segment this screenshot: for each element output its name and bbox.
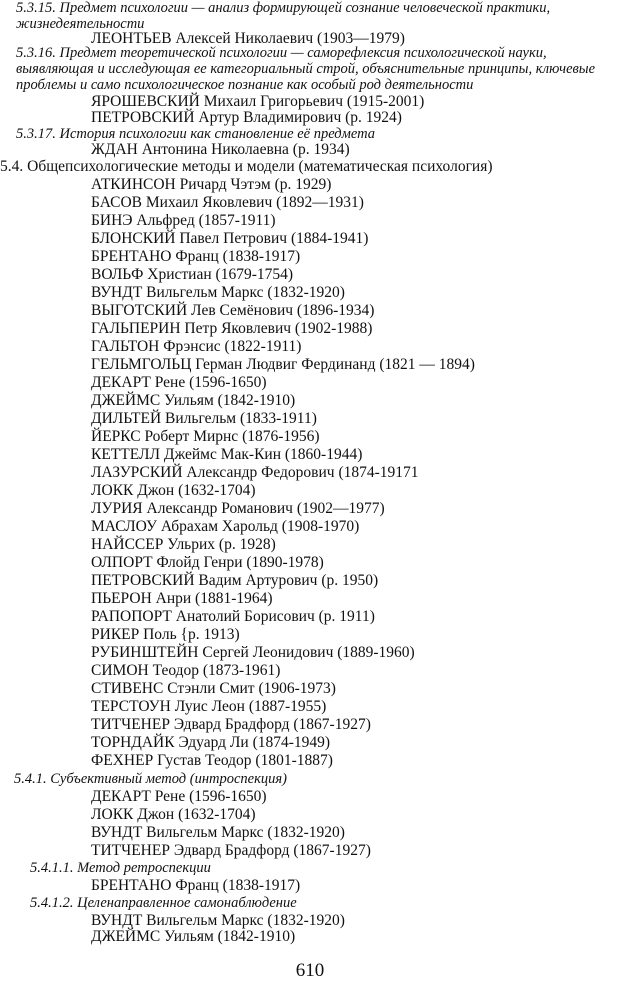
name-entry: КЕТТЕЛЛ Джеймс Мак-Кин (1860-1944) — [91, 446, 363, 463]
name-entry: АТКИНСОН Ричард Чэтэм (р. 1929) — [91, 176, 332, 193]
name-entry: ВОЛЬФ Христиан (1679-1754) — [91, 266, 294, 283]
name-entry: БЛОНСКИЙ Павел Петрович (1884-1941) — [91, 230, 369, 247]
name-entry: ОЛПОРТ Флойд Генри (1890-1978) — [91, 554, 324, 571]
name-entry: МАСЛОУ Абрахам Харольд (1908-1970) — [91, 518, 360, 535]
name-entry: ТИТЧЕНЕР Эдвард Брадфорд (1867-1927) — [91, 716, 371, 733]
name-entry: БРЕНТАНО Франц (1838-1917) — [91, 248, 301, 265]
name-entry: РАПОПОРТ Анатолий Борисович (р. 1911) — [91, 608, 375, 625]
name-entry: ПЕТРОВСКИЙ Вадим Артурович (р. 1950) — [91, 572, 379, 589]
name-entry: ЛОКК Джон (1632-1704) — [91, 806, 256, 823]
name-entry: РИКЕР Поль {р. 1913) — [91, 626, 240, 643]
name-entry: ТОРНДАЙК Эдуард Ли (1874-1949) — [91, 734, 331, 751]
page-number: 610 — [295, 960, 325, 981]
section-heading: 5.3.16. Предмет теоретической психологии — саморефлексия психологической науки, выявляющая и исследующая ее категориальный строй, объяснительные принципы, ключевые проблемы и само психологическое познание как особый род деятельности — [16, 45, 596, 93]
name-entry: ЛУРИЯ Александр Романович (1902—1977) — [91, 500, 385, 517]
name-entry: ЖДАН Антонина Николаевна (р. 1934) — [91, 141, 350, 158]
name-entry: НАЙССЕР Ульрих (р. 1928) — [91, 536, 276, 553]
name-entry: ДЕКАРТ Рене (1596-1650) — [91, 788, 267, 805]
name-entry: ДЕКАРТ Рене (1596-1650) — [91, 374, 267, 391]
section-heading: 5.3.15. Предмет психологии — анализ формирующей сознание человеческой практики, жизнедеятельности — [16, 0, 551, 32]
name-entry: ЛАЗУРСКИЙ Александр Федорович (1874-19171 — [91, 464, 419, 481]
section-heading: 5.4.1. Субъективный метод (интроспекция) — [14, 771, 287, 787]
name-entry: ВУНДТ Вильгельм Маркс (1832-1920) — [91, 912, 345, 929]
name-entry: ГАЛЬПЕРИН Петр Яковлевич (1902-1988) — [91, 320, 373, 337]
section-heading: 5.4.1.2. Целенаправленное самонаблюдение — [30, 895, 297, 911]
name-entry: ПЕТРОВСКИЙ Артур Владимирович (р. 1924) — [91, 109, 402, 126]
name-entry: БРЕНТАНО Франц (1838-1917) — [91, 877, 301, 894]
name-entry: ВУНДТ Вильгельм Маркс (1832-1920) — [91, 824, 345, 841]
name-entry: ДЖЕЙМС Уильям (1842-1910) — [91, 928, 296, 945]
section-heading: 5.4. Общепсихологические методы и модели (математическая психология) — [0, 158, 493, 175]
name-entry: БАСОВ Михаил Яковлевич (1892—1931) — [91, 194, 364, 211]
name-entry: СТИВЕНС Стэнли Смит (1906-1973) — [91, 680, 336, 697]
name-entry: РУБИНШТЕЙН Сергей Леонидович (1889-1960) — [91, 644, 415, 661]
name-entry: ПЬЕРОН Анри (1881-1964) — [91, 590, 273, 607]
name-entry: ЛЕОНТЬЕВ Алексей Николаевич (1903—1979) — [91, 30, 405, 47]
name-entry: ТЕРСТОУН Луис Леон (1887-1955) — [91, 698, 327, 715]
name-entry: ГАЛЬТОН Фрэнсис (1822-1911) — [91, 338, 302, 355]
name-entry: ЙЕРКС Роберт Мирнс (1876-1956) — [91, 428, 320, 445]
name-entry: ФЕХНЕР Густав Теодор (1801-1887) — [91, 752, 333, 769]
name-entry: БИНЭ Альфред (1857-1911) — [91, 212, 276, 229]
name-entry: ДИЛЬТЕЙ Вильгельм (1833-1911) — [91, 410, 317, 427]
name-entry: ВУНДТ Вильгельм Маркс (1832-1920) — [91, 284, 345, 301]
section-heading: 5.3.17. История психологии как становление её предмета — [16, 126, 376, 142]
name-entry: ВЫГОТСКИЙ Лев Семёнович (1896-1934) — [91, 302, 375, 319]
name-entry: ЛОКК Джон (1632-1704) — [91, 482, 256, 499]
name-entry: СИМОН Теодор (1873-1961) — [91, 662, 281, 679]
name-entry: ТИТЧЕНЕР Эдвард Брадфорд (1867-1927) — [91, 842, 371, 859]
name-entry: ЯРОШЕВСКИЙ Михаил Григорьевич (1915-2001) — [91, 93, 425, 110]
section-heading: 5.4.1.1. Метод ретроспекции — [30, 860, 211, 876]
name-entry: ДЖЕЙМС Уильям (1842-1910) — [91, 392, 296, 409]
name-entry: ГЕЛЬМГОЛЬЦ Герман Людвиг Фердинанд (1821 — 1894) — [91, 356, 475, 373]
